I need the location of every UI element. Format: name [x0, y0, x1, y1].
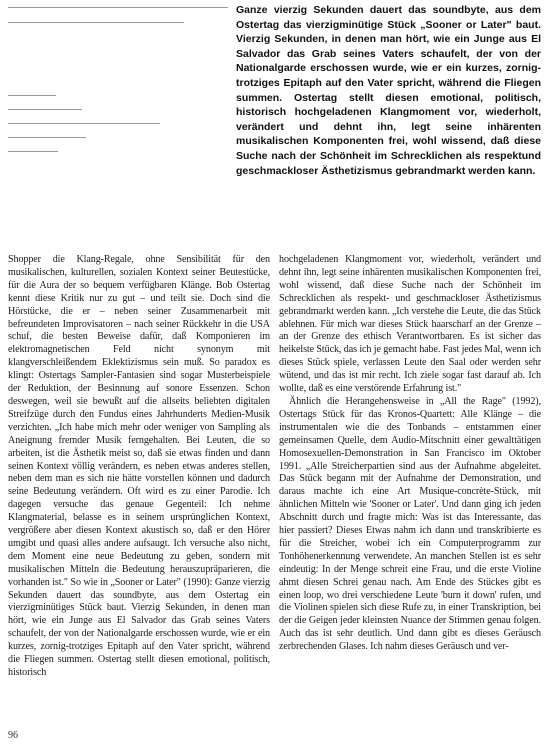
- body-paragraph: Ähnlich die Herangehensweise in „All the Rage" (1992), Ostertags Stück für das Kronos-Quartett: Alle Klänge – die instrumentalen wie die des Tonbands – entstammen einer gemeinsamen Quelle, dem Audio-Mitschnitt einer gewalttätigen Homosexuellen-Demonstration in San Francisco im Oktober 1991. „Alle Streicherpartien sind aus der Aufnahme abgeleitet. Das Stück begann mit der Aufnahme der Demonstration, und daraus machte ich eine Art Musique-concrète-Stück, mit ähnlichen Mitteln wie 'Sooner or Later'. Und dann ging ich jeden Abschnitt durch und fragte mich: Was ist das Interessante, das hier passiert? Dieses Etwas nahm ich dann und transkribierte es für die Streicher, wobei ich ein Computerprogramm zur Tonhöhenerkennung verwendete. An manchen Stellen ist es sehr eindeutig: In der Menge schreit eine Frau, und die erste Violine ahmt diesen Schrei genau nach. Am Ende des Stückes gibt es einen loop, wo drei verschiedene Leute 'burn it down' rufen, und die Violinen spielen sich diese Rufe zu, in einer Transkription, bei der die Geigen jeder kleinsten Nuance der Stimmen genau folgen. Auch das ist sehr deutlich. Und dann gibt es dieses Geräusch zerbrechenden Glases. Ich nahm dieses Geräusch und ver-: [279, 395, 541, 653]
- body-paragraph: Shopper die Klang-Regale, ohne Sensibilität für den musikalischen, kulturellen, sozialen Kontext seiner Beutestücke, für die Aura der so bequem verfügbaren Klänge. Bob Ostertag kennt diese Kritik nur zu gut – und teilt sie. Doch sind die Hörstücke, die er – neben seiner Zusammenarbeit mit befreundeten Improvisatoren – nach seiner Rückkehr in die USA schuf, die besten Beweise dafür, daß Komponieren im elektromagnetischen Feld nicht synonym mit klangverschleißendem Eklektizismus sein muß. So paradox es klingt: Ostertags Sampler-Fantasien sind sogar Musterbeispiele der Reduktion, der Besinnung auf sonore Essenzen. Schon deswegen, weil sie bewußt auf die allseits beliebten digitalen Streifzüge durch den Fundus eines Jahrhunderts Medien-Musik verzichten. „Ich habe mich mehr oder weniger von Sampling als Aneignung fremder Musik ferngehalten. Bei Leuten, die so arbeiten, ist die Ästhetik meist so, daß sie etwas finden und dann seinen Kontext völlig verändern, es neben etwas anderes stellen, neben dem man es sich nie hätte vorstellen können und dadurch seine Bedeutung verändern. Oft wird es zu einer Parodie. Ich dagegen versuche das genaue Gegenteil: Ich nehme Klangmaterial, belasse es in seinem ursprünglichen Kontext, vergrößere aber diesen Kontext akustisch so, daß er den Hörer umgibt und quasi alles andere aufsaugt. Ich versuche also nicht, dem Moment eine neue Bedeutung zu geben, sondern mit musikalischen Mitteln die Bedeutung herauszupräparieren, die vorhanden ist." So wie in „Sooner or Later" (1990): Ganze vierzig Sekunden dauert das soundbyte, aus dem Ostertag ein vierzigminütiges Stück baut. Vierzig Sekunden, in denen man hört, wie ein Junge aus El Salvador das Grab seines Vaters schaufelt, der von der Nationalgarde erschossen wurde, wie er ein kurzes, zornig-trotziges Epitaph auf den Vater spricht, während die Fliegen summen. Ostertag stellt diesen emotional, politisch, historisch: [8, 254, 270, 678]
- side-rule-3: [8, 123, 160, 124]
- side-rule-5: [8, 151, 58, 152]
- body-paragraph: hochgeladenen Klangmoment vor, wiederholt, verändert und dehnt ihn, legt seine inhärenten musikalischen Komponenten frei, wohl wissend, daß diese Suche nach der Schönheit im Schrecklichen als respekt- und geschmackloser Ästhetizismus gebrandmarkt werden kann. „Ich verstehe die Leute, die das Stück ablehnen. Für mich war dieses Stück haarscharf an der Grenze – an der Grenze des ethisch Verantwortbaren. Es ist sicher das heikelste Stück, das ich je gemacht habe. Fast jedes Mal, wenn ich dieses Stück spiele, verlassen Leute den Saal oder werden sehr wütend, und das ist mir recht. Ich ziele sogar fast darauf ab. Ich wollte, daß es eine verstörende Erfahrung ist.": [279, 254, 541, 395]
- side-rule-2: [8, 109, 82, 110]
- text-column-left: [8, 254, 270, 680]
- side-rule-1: [8, 95, 56, 96]
- side-rule-4: [8, 137, 86, 138]
- text-column-right: [279, 254, 541, 654]
- page-number: 96: [8, 730, 18, 741]
- top-rule-2: [8, 22, 184, 23]
- pull-quote: Ganze vierzig Sekunden dauert das soundbyte, aus dem Ostertag das vierzigminütige Stück „Sooner or Later" baut. Vierzig Sekunden, in denen man hört, wie ein Junge aus El Salvador das Grab seines Vaters schaufelt, der von der Nationalgarde erschossen wurde, wie er ein kurzes, zornig-trotziges Epitaph auf den Vater spricht, während die Fliegen summen. Ostertag stellt diesen emotional, politisch, historisch hochgeladenen Klangmoment vor, wiederholt, verändert und dehnt ihn, legt seine inhärenten musikalischen Komponenten frei, wohl wissend, daß diese Suche nach der Schönheit im Schrecklichen als respektund geschmackloser Ästhetizismus gebrandmarkt werden kann.: [236, 4, 541, 177]
- top-rule-1: [8, 7, 228, 8]
